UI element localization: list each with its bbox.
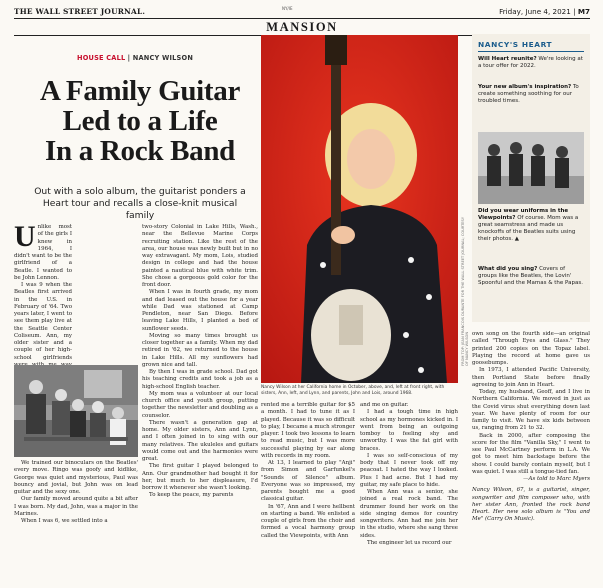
sidebar-answer: To create something soothing for our troubled times. [478, 84, 579, 104]
article-column-5 [472, 331, 590, 584]
photo-credit: FROM TOP: JEAN FRANCOIS DURANTE FOR THE WALL STREET JOURNAL; COURTESY OF NANCY WILSON [461, 216, 469, 366]
author-bio: Nancy Wilson, 67, is a guitarist, singer, songwriter and film composer who, with her sister Ann, fronted the rock band Heart. Her new solo album is "You and Me" (Carry On Music). [472, 487, 590, 523]
photo-caption: Nancy Wilson at her California home in October, above, and, left at front right, with sisters, Ann, left, and Lynn, and parents, John and Lois, around 1968. [261, 385, 445, 396]
masthead-rule [14, 18, 590, 19]
article-paragraph: There wasn't a generation gap at home. My older sisters, Ann and Lynn, and I often joined in to sing with our many relatives. The ukuleles and guitars would come out and the harmonies were great. [142, 419, 258, 462]
main-photo [261, 35, 458, 383]
article-paragraph: My mom was a volunteer at our local church office and youth group, putting together the newsletter and doubling as a counselor. [142, 390, 258, 419]
headline-line: In a Rock Band [44, 135, 235, 167]
article-paragraph: Unlike most of the girls I knew in 1964, I didn't want to be the girlfriend of a Beatle. I wanted to be John Lennon. [14, 220, 72, 281]
article-paragraph: Back in 2000, after composing the score for the film "Vanilla Sky," I went to see Paul McCartney perform in L.A. We got to meet him backstage before the show. I could barely contain myself, but I was quiet. I was still a tongue-tied fan. [472, 432, 590, 475]
sidebar-qa-1 [478, 56, 584, 70]
sidebar-qa-4 [478, 266, 584, 287]
sidebar-question: What did you sing? [478, 266, 538, 272]
article-paragraph: In 1973, I attended Pacific University, then Portland State before finally agreeing to join Ann in Heart. [472, 367, 590, 388]
article-column-1 [14, 220, 72, 362]
date-page: Friday, June 4, 2021 | M7 [499, 7, 590, 16]
article-paragraph: By then I was in grade school. Dad got his teaching credits and took a job as a high-school English teacher. [142, 369, 258, 390]
kicker-label: HOUSE CALL [77, 54, 126, 62]
article-paragraph: Moving so many times brought us closer together as a family. When my dad retired in '62, we returned to the house in Lake Hills. All my sunflowers had grown nice and tall. [142, 332, 258, 368]
dek: Out with a solo album, the guitarist ponders a Heart tour and recalls a close-knit musical family [34, 186, 246, 221]
article-paragraph: Today, my husband, Geoff, and I live in Northern California. We moved in just as the Covid virus shut everything down last year. We have plenty of room for our family to visit. We have six kids between us, ranging from 21 to 32. [472, 389, 590, 432]
masthead [14, 4, 590, 18]
article-paragraph: The first guitar I played belonged to Ann. Our grandmother had bought it for her, but much to her displeasure, I'd borrow it whenever she wasn't looking. [142, 463, 258, 491]
date: Friday, June 4, 2021 [499, 7, 571, 16]
section-title: MANSION [266, 20, 338, 34]
article-paragraph: I was 9 when the Beatles first arrived in the U.S. in February of '64. Two years later, I went to see them play live at the Seattle Center Coliseum. Ann, my older sister and a couple of her high-school girlfriends [14, 282, 72, 361]
family-photo [14, 365, 138, 457]
article-column-1-bottom [14, 460, 138, 584]
family-photo-image [14, 365, 138, 457]
drop-cap: U [14, 220, 36, 253]
article-paragraph: I had a tough time in high school as my hormones kicked in. I went from being an outgoing tomboy to feeling shy and unworthy. I was the fat girl with braces. [360, 409, 458, 452]
kicker: HOUSE CALL | NANCY WILSON [77, 54, 194, 62]
article-paragraph: At 13, I learned to play "Anji" from Simon and Garfunkel's "Sounds of Silence" album. Everyone was so impressed, my parents bought me a good classical guitar. [261, 460, 355, 503]
article-paragraph: In '67, Ann and I were hellbent on starting a band. We enlisted a couple of girls from the choir and formed a vocal harmony group called the Viewpoints, with Ann [261, 503, 355, 539]
article-paragraph: rented me a terrible guitar for $5 a month. I had to tune it as I played. Because it was so difficult to play, I became a much stronger player. I took two lessons to learn to read music, but I was more successful playing by ear along with records in my room. [261, 402, 355, 459]
sidebar-question: Did you wear uniforms in the Viewpoints? [478, 208, 569, 221]
article-paragraph: We trained our binoculars on the Beatles' every move. Ringo was goofy and kidlike, George was quiet and mysterious, Paul was bouncy and jovial, but John was on lead guitar and the sexy one. [14, 460, 138, 495]
page-number: M7 [577, 7, 590, 16]
headline-line: Led to a Life [62, 105, 218, 137]
headline [14, 76, 266, 166]
article-column-2 [142, 224, 258, 584]
article-paragraph: own song on the fourth side—an original called "Through Eyes and Glass." They printed 200 copies on the Topaz label. Playing the record at home gave us goosebumps. [472, 331, 590, 366]
sidebar-answer: We're looking at a tour offer for 2022. [478, 56, 583, 69]
sidebar-question: Will Heart reunite? [478, 56, 537, 62]
sidebar-qa-2 [478, 84, 584, 105]
headline-line: A Family Guitar [39, 75, 241, 107]
sidebar-answer: Covers of groups like the Beatles, the Lovin' Spoonful and the Mamas & the Papas. [478, 266, 583, 286]
article-paragraph: The engineer let us record our [367, 539, 452, 546]
sidebar-question: Your new album's inspiration? [478, 84, 572, 90]
sidebar-answer: Of course. Mom was a great seamstress and made us knockoffs of the Beatles suits using their photos. ▲ [478, 215, 579, 242]
sidebar-qa-3 [478, 208, 584, 243]
article-paragraph: and me on guitar. [360, 402, 409, 408]
kicker-author: NANCY WILSON [132, 54, 194, 62]
article-paragraph: When I was 6, we settled into a [21, 518, 108, 524]
newspaper-name: THE WALL STREET JOURNAL. [14, 7, 146, 16]
article-paragraph: I was so self-conscious of my body that I never took off my peacoat. I hated the way I looked. Plus I had acne. But I had my guitar, my safe place to hide. [360, 452, 458, 488]
article-paragraph: When Ann was a senior, she joined a real rock band. The drummer found her work on the side singing demos for country songwriters. Ann had me join her in the studio, where she sang three sides. [360, 489, 458, 539]
sign-off: —As told to Marc Myers [523, 476, 590, 482]
article-paragraph: To keep the peace, my parents [149, 492, 234, 499]
article-column-3 [261, 402, 355, 584]
article-paragraph: two-story Colonial in Lake Hills, Wash., near the Bellevue Marine Corps recruiting station. Like the rest of the area, our house was newly built but in no way extravagant. My mom, Lois, studied design in college and had the house painted a nautical blue with white trim. She chose a gorgeous gold color for the front door. [142, 224, 258, 288]
viewpoints-photo [478, 132, 584, 204]
sidebar-title: NANCY'S HEART [478, 40, 553, 49]
edition-code: NY/IE [282, 6, 293, 11]
main-photo-image [261, 35, 458, 383]
article-column-4 [360, 402, 458, 584]
article-paragraph: When I was in fourth grade, my mom and dad leased out the house for a year while Dad was stationed at Camp Pendleton, near San Diego. Before leaving Lake Hills, I planted a bed of sunflower seeds. [142, 289, 258, 332]
sidebar-rule [478, 51, 584, 52]
article-paragraph: Our family moved around quite a bit after I was born. My dad, John, was a major in the Marines. [14, 496, 138, 517]
viewpoints-photo-image [478, 132, 584, 204]
